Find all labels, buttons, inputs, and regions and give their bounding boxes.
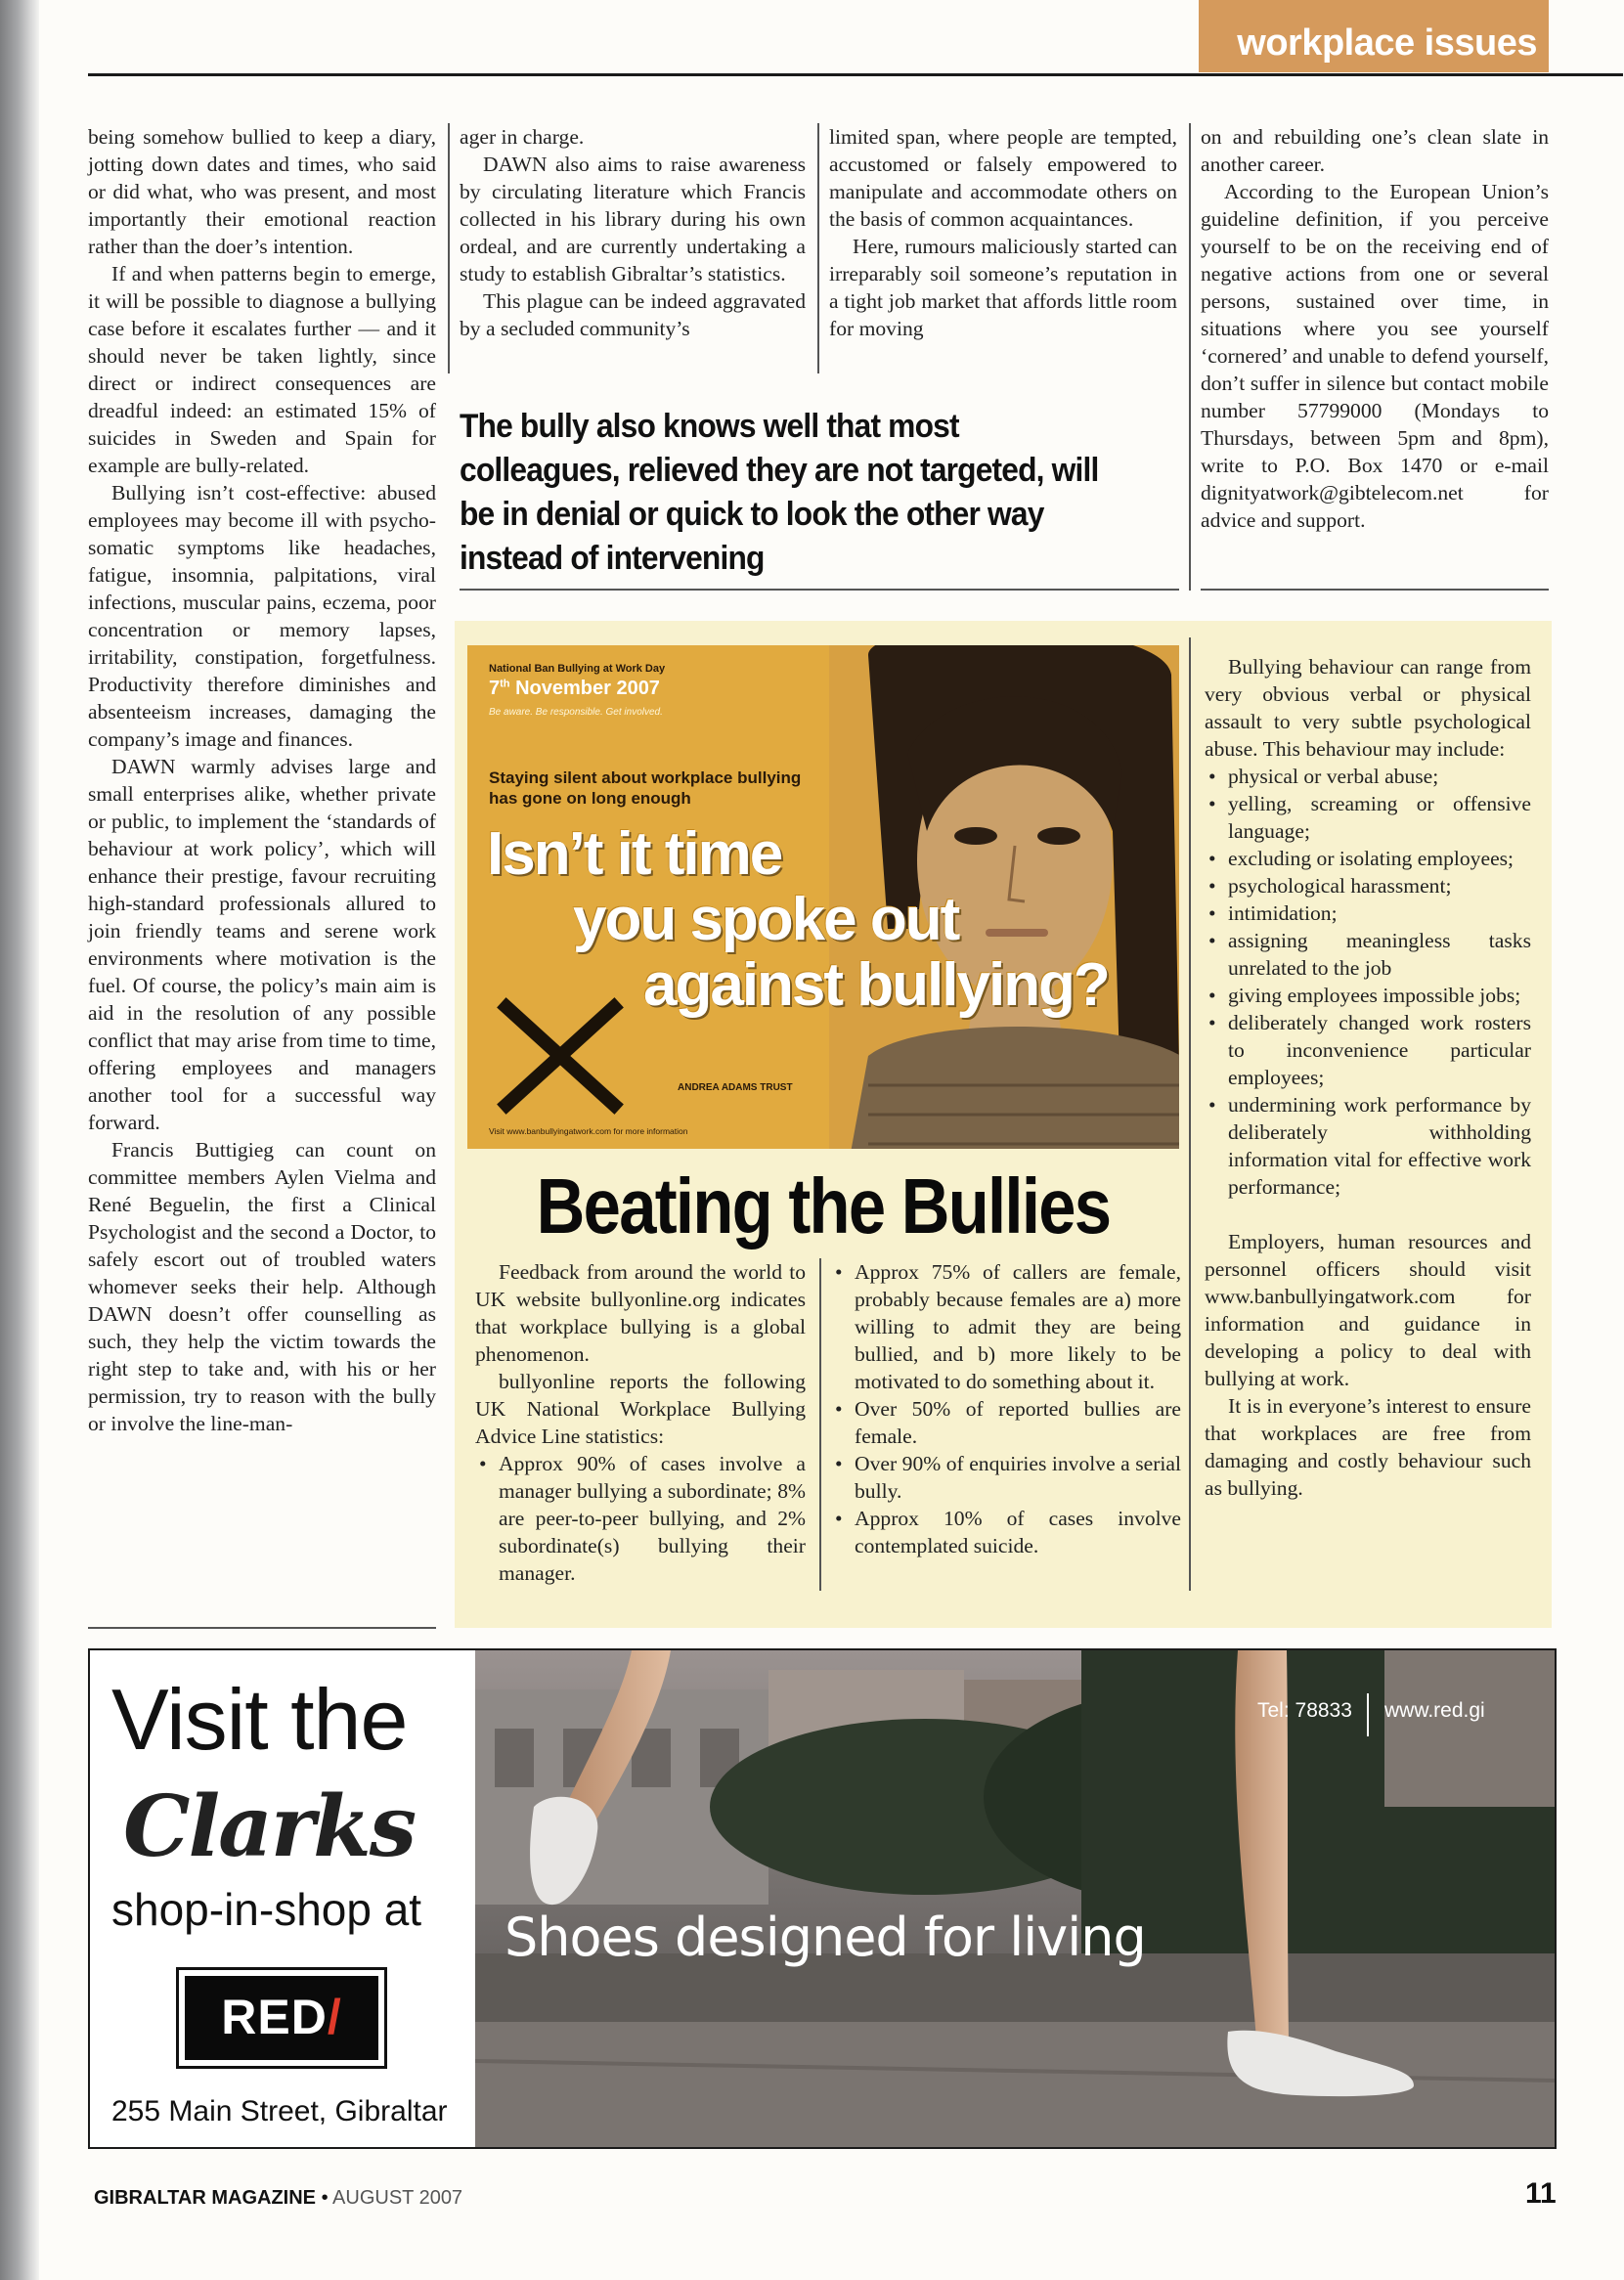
list-item: • physical or verbal abuse; [1205, 763, 1531, 790]
list-item: • deliberately changed work rosters to inconvenience particular employees; [1205, 1009, 1531, 1091]
column-rule [1201, 589, 1549, 591]
poster-trust-logo: ANDREA ADAMS TRUST [678, 1082, 793, 1093]
poster-headline-line-2: you spoke out [573, 886, 959, 953]
poster-tagline: Be aware. Be responsible. Get involved. [489, 707, 663, 718]
footer-publication [94, 2187, 462, 2210]
list-item: • Approx 10% of cases involve contemplated suicide. [831, 1505, 1181, 1559]
list-item: • intimidation; [1205, 899, 1531, 927]
poster-event-name: National Ban Bullying at Work Day [489, 663, 666, 675]
poster-headline-line-1: Isn’t it time [487, 820, 782, 888]
paragraph: DAWN warmly advises large and small enterprises alike, whether private or public, to implement the ‘standards of behaviour at work policy’, which will enhance their prestige, favour recruiting high-standard professionals allured to join friendly teams and serene work environments where motivation is the fuel. Of course, the policy’s main aim is aid in the resolution of any possible conflict that may arise from time to time, offering employees and managers another tool for a successful way forward. [88, 755, 436, 1134]
list-item: • psychological harassment; [1205, 872, 1531, 899]
section-tab: workplace issues [1199, 0, 1549, 72]
paragraph: Bullying behaviour can range from very obvious verbal or physical assault to very subtle psychological abuse. This behaviour may include: [1205, 655, 1531, 761]
magazine-name: GIBRALTAR MAGAZINE [94, 2187, 317, 2209]
column-divider [817, 123, 819, 373]
paragraph: DAWN also aims to raise awareness by circulating literature which Francis collected in his library during his own ordeal, and are currently undertaking a study to establish Gibraltar’s statistics. [460, 153, 806, 285]
list-item: • Approx 75% of callers are female, probably because females are a) more willing to admit they are being bullied, and b) more likely to be motivated to do something about it. [831, 1258, 1181, 1395]
poster-website-note: Visit www.banbullyingatwork.com for more information [489, 1126, 688, 1136]
paragraph: Francis Buttigieg can count on committee members Aylen Vielma and René Beguelin, the first a Clinical Psychologist and the second a Doctor, to safely escort out of troubled waters whomever seeks their help. Although DAWN doesn’t offer counselling as such, they help the victim towards the right step to take and, with his or her permission, try to reason with the bully or involve the line-man- [88, 1138, 436, 1435]
red-logo-slash: / [327, 1990, 342, 2044]
red-store-logo [176, 1967, 387, 2069]
list-item: • giving employees impossible jobs; [1205, 982, 1531, 1009]
ad-contact-divider [1367, 1693, 1369, 1736]
statistics-list [475, 1450, 806, 1587]
poster-date-suffix: th [500, 678, 510, 690]
ban-bullying-x-logo [487, 997, 634, 1115]
ad-text-panel [90, 1650, 475, 2147]
poster-date [489, 678, 660, 700]
column-rule [88, 1627, 436, 1629]
page-spine-shadow [0, 0, 39, 2280]
poster-date-rest: November 2007 [509, 678, 660, 699]
ad-shop-text: shop-in-shop at [111, 1884, 422, 1935]
clarks-logo: Clarks [123, 1777, 416, 1876]
list-item: • Over 50% of reported bullies are female. [831, 1395, 1181, 1450]
page-number: 11 [1525, 2177, 1557, 2210]
footer-separator: • [316, 2187, 333, 2209]
paragraph: Employers, human resources and personnel officers should visit www.banbullyingatwork.com for information and guidance in developing a policy to deal with bullying at work. [1205, 1230, 1531, 1390]
feature-title: Beating the Bullies [536, 1162, 1111, 1250]
store-address: 255 Main Street, Gibraltar [111, 2095, 448, 2127]
paragraph: This plague can be indeed aggravated by a secluded community’s [460, 289, 806, 340]
paragraph: According to the European Union’s guideline definition, if you perceive yourself to be on the receiving end of negative actions from one or several persons, sustained over time, in situations where you see yourself ‘cornered’ and unable to defend yourself, don’t suffer in silence but contact mobile number 57799000 (Mondays to Thursdays, between 5pm and 8pm), write to P.O. Box 1470 or e-mail dignityatwork@gibtelecom.net for advice and support. [1201, 180, 1549, 532]
issue-date: AUGUST 2007 [332, 2187, 463, 2209]
list-item: • assigning meaningless tasks unrelated to the job [1205, 927, 1531, 982]
paragraph: If and when patterns begin to emerge, it will be possible to diagnose a bullying case before it escalates further — and it should never be taken lightly, since direct or indirect consequences are dreadful indeed: an estimated 15% of suicides in Sweden and Spain for example are bully-related. [88, 262, 436, 477]
column-divider [448, 123, 450, 373]
paragraph: Feedback from around the world to UK website bullyonline.org indicates that workplace bullying is a global phenomenon. [475, 1260, 806, 1366]
red-logo-text: RED [221, 1990, 328, 2044]
paragraph: ager in charge. [460, 125, 585, 149]
paragraph: being somehow bullied to keep a diary, jotting down dates and times, who said or did what, who was present, and most importantly their emotional reaction rather than the doer’s intention. [88, 125, 436, 258]
column-divider [819, 1258, 821, 1591]
paragraph: Here, rumours maliciously started can irreparably soil someone’s reputation in a tight job market that affords little room for moving [829, 235, 1177, 340]
legs-street-photo [475, 1650, 1557, 2147]
list-item: • Approx 90% of cases involve a manager bullying a subordinate; 8% are peer-to-peer bullying, and 2% subordinate(s) bullying their manager. [475, 1450, 806, 1587]
poster-subheadline: Staying silent about workplace bullying has gone on long enough [489, 768, 802, 808]
feature-column-2 [831, 1258, 1181, 1559]
article-column-2 [460, 123, 806, 342]
column-divider [1189, 123, 1191, 591]
ad-slogan: Shoes designed for living [505, 1907, 1146, 1968]
ad-visit-text: Visit the [111, 1671, 408, 1768]
column-divider [1189, 637, 1191, 1591]
red-logo-inner [185, 1976, 378, 2060]
poster-headline-line-3: against bullying? [643, 951, 1109, 1019]
ad-phone: Tel: 78833 [1257, 1699, 1352, 1722]
article-column-1 [88, 123, 436, 1437]
paragraph: limited span, where people are tempted, accustomed or falsely empowered to manipulate and accommodate others on the basis of common acquaintances. [829, 125, 1177, 231]
statistics-list [831, 1258, 1181, 1559]
pull-quote: The bully also knows well that most colleagues, relieved they are not targeted, will be in denial or quick to look the other way instead of intervening [460, 408, 1099, 577]
list-item: • yelling, screaming or offensive language; [1205, 790, 1531, 845]
paragraph: It is in everyone’s interest to ensure that workplaces are free from damaging and costly behaviour such as bullying. [1205, 1394, 1531, 1500]
behaviour-list [1205, 763, 1531, 1201]
feature-side-column [1205, 653, 1531, 1502]
article-column-3 [829, 123, 1177, 342]
paragraph: on and rebuilding one’s clean slate in another career. [1201, 125, 1549, 176]
list-item: • undermining work performance by deliberately withholding information vital for effective work performance; [1205, 1091, 1531, 1201]
paragraph: Bullying isn’t cost-effective: abused employees may become ill with psycho-somatic symptoms like headaches, fatigue, insomnia, palpitations, viral infections, muscular pains, eczema, poor concentration or memory lapses, irritability, constipation, forgetfulness. Productivity therefore diminishes and absenteeism increases, damaging the company’s image and finances. [88, 481, 436, 751]
list-item: • Over 90% of enquiries involve a serial bully. [831, 1450, 1181, 1505]
clarks-advertisement [88, 1648, 1557, 2149]
top-rule [88, 73, 1623, 76]
feature-column-1 [475, 1258, 806, 1587]
paragraph: bullyonline reports the following UK National Workplace Bullying Advice Line statistics: [475, 1370, 806, 1448]
anti-bullying-poster [467, 645, 1179, 1149]
article-column-4 [1201, 123, 1549, 534]
ad-website: www.red.gi [1384, 1699, 1485, 1722]
list-item: • excluding or isolating employees; [1205, 845, 1531, 872]
pull-quote-rule [460, 589, 1179, 591]
poster-date-day: 7 [489, 678, 501, 699]
